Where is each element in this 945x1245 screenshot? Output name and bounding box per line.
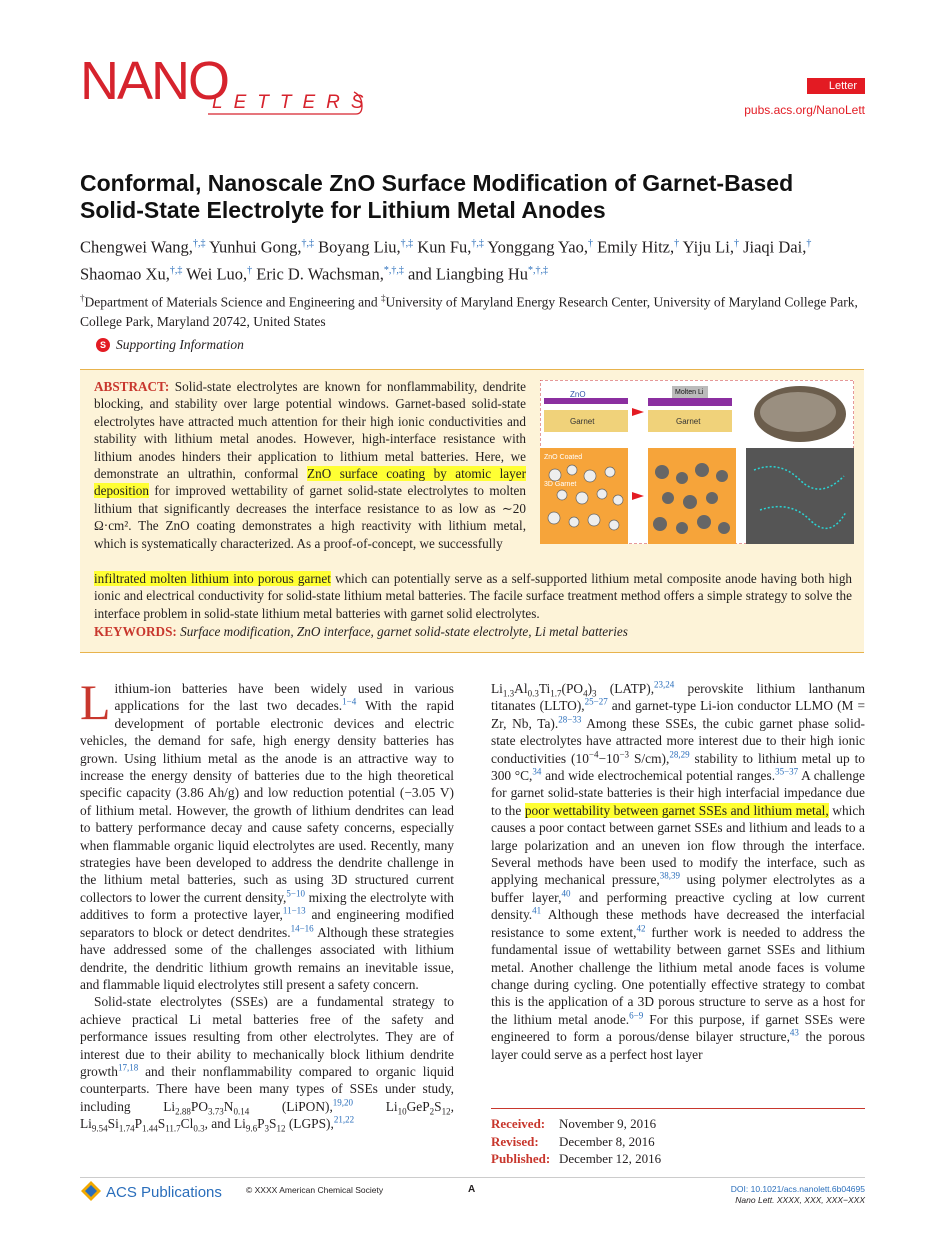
- author-name[interactable]: Chengwei Wang,: [80, 237, 193, 257]
- author-affil-mark: †,‡: [471, 238, 484, 249]
- doi-link[interactable]: DOI: 10.1021/acs.nanolett.6b04695: [730, 1184, 865, 1194]
- body-column-1: Lithium-ion batteries have been widely used in various applications for the last two decades.$^{1-4}$ With the rapid development of portable electronic devices and electric vehicles, the demand for safe, high energy density batteries has grown. Using lithium metal as the anode is an attractive way to increase the energy density of batteries due to the high theoretical specific capacity (3.86 Ah/g) and low reduction potential (−3.05 V) of lithium metal. However, the growth of lithium dendrites can lead to battery performance decay and cause safety concerns, especially when flammable organic liquid electrolytes are used. Recently, many strategies have been developed to address the dendrite challenge in the lithium metal batteries, such as using 3D structured current collectors to lower the current density,$^{5-10}$ mixing the electrolyte with additives to form a protective layer,$^{11-13}$ and engineering modified separators to block or detect dendrites.$^{14-16}$ Although these strategies have addressed some of the challenges associated with lithium dendrite, the dendritic lithium growth remains an inevitable issue, and flammable liquid electrolytes still present a safety concern. Solid-state electrolytes (SSEs) are a fundamental strategy to achieve practical Li metal batteries free of the safety and performance issues resulting from other electrolytes. They are of interest due to their ability to mechanically block lithium dendrite growth$^{17,18}$ and their nonflammability compared to organic liquid counterparts. There have been many types of SSEs under study, including $Li_{2.88}PO_{3.73}N_{0.14}$ (LiPON),$^{19,20}$ $Li_{10}GeP_2S_{12}$, $Li_{9.54}Si_{1.74}P_{1.44}S_{11.7}Cl_{0.3}$, and $Li_{9.6}P_3S_{12}$ (LGPS),$^{21,22}$: [80, 674, 454, 1134]
- author-name[interactable]: Jiaqi Dai,: [743, 237, 807, 257]
- title-line-2: Solid-State Electrolyte for Lithium Metal Anodes: [80, 197, 606, 223]
- ref-link[interactable]: 6−9: [629, 1010, 644, 1021]
- author-name[interactable]: Kun Fu,: [417, 237, 472, 257]
- abstract-p1: Solid-state electrolytes are known for nonflammability, dendrite blocking, and stability over large potential windows. Garnet-based solid-state electrolytes have attracted much attention for their high ionic conductivities and stability with lithium metal anodes. However, high-interface resistance with lithium anodes hinders their application to lithium metal batteries. Here, we demonstrate an ultrathin, conformal: [94, 379, 527, 482]
- toc-3d-garnet-label: 3D Garnet: [544, 481, 577, 488]
- abstract-label: ABSTRACT:: [94, 379, 170, 394]
- journal-url-link[interactable]: pubs.acs.org/NanoLett: [744, 103, 865, 117]
- toc-garnet-label-1: Garnet: [570, 417, 595, 426]
- supporting-info-link[interactable]: [96, 337, 244, 353]
- dropcap: L: [80, 674, 111, 730]
- author-affil-mark: *,†,‡: [383, 264, 404, 276]
- ref-link[interactable]: 17,18: [117, 1062, 139, 1073]
- received-date: November 9, 2016: [559, 1116, 657, 1131]
- abstract-p3: which can potentially serve as a self-supported lithium metal composite anode having both high ionic and electrical conductivity for solid-state lithium metal batteries. The facile surface treatment method offers a simple strategy to solve the interface problem in solid-state lithium metal batteries with garnet solid electrolytes.: [94, 571, 853, 621]
- journal-logo: NANO: [80, 51, 229, 111]
- author-affil-mark: †: [806, 238, 812, 249]
- author-affil-mark: †,‡: [301, 238, 315, 249]
- ref-link[interactable]: 5−10: [286, 888, 305, 899]
- footer-divider: [80, 1177, 865, 1178]
- keywords-label: KEYWORDS:: [94, 624, 177, 639]
- affiliation: [80, 289, 870, 331]
- citation: Nano Lett. XXXX, XXX, XXX−XXX: [735, 1195, 865, 1205]
- ref-link[interactable]: 19,20: [332, 1097, 354, 1108]
- abstract-highlight-2: infiltrated molten lithium into porous garnet: [94, 571, 331, 586]
- received-label: Received:: [491, 1116, 546, 1131]
- ref-link[interactable]: 43: [789, 1027, 799, 1038]
- ref-link[interactable]: 28−33: [558, 714, 582, 725]
- author-name[interactable]: Shaomao Xu,: [80, 264, 170, 283]
- toc-zno-label: ZnO: [570, 390, 586, 399]
- toc-molten-li-label: Molten Li: [675, 389, 704, 396]
- zno-layer: [544, 398, 628, 404]
- author-name[interactable]: Boyang Liu,: [318, 237, 401, 257]
- ref-link[interactable]: 28,29: [669, 749, 690, 760]
- copyright: © XXXX American Chemical Society: [246, 1185, 384, 1195]
- published-label: Published:: [491, 1151, 551, 1166]
- page-number: A: [468, 1184, 476, 1195]
- author-affil-mark: †: [674, 238, 680, 249]
- author-list: [80, 232, 870, 285]
- ref-link[interactable]: 11−13: [282, 905, 306, 916]
- author-affil-mark: †: [733, 238, 739, 249]
- body-column-2: $Li_{1.3}Al_{0.3}Ti_{1.7}(PO_4)_3$ (LATP),$^{23,24}$ perovskite lithium lanthanum titanates (LLTO),$^{25-27}$ and garnet-type Li-ion conductor LLMO (M = Zr, Nb, Ta).$^{28-33}$ Among these SSEs, the cubic garnet phase solid-state electrolytes have attracted more interest due to their high ionic conductivities ($10^{-4}-10^{-3}$ S/cm),$^{28,29}$ stability to lithium metal up to 300 °C,$^{34}$ and wide electrochemical potential ranges.$^{35-37}$ A challenge for garnet solid-state batteries is their high interfacial impedance due to the poor wettability between garnet SSEs and lithium metal, which causes a poor contact between garnet SSEs and lithium and leads to a large polarization and an uneven ion flow through the interface. Several methods have been used to modify the interface, such as applying mechanical pressure,$^{38,39}$ using polymer electrolytes as a buffer layer,$^{40}$ and performing preactive cycling at low current density.$^{41}$ Although these methods have decreased the interfacial resistance to some extent,$^{42}$ further work is needed to address the fundamental issue of wettability between garnet SSEs and lithium metal. Another challenge the lithium metal anode faces is volume change during cycling. One potentially effective strategy to combat this is the application of a 3D porous structure to serve as a host for the lithium metal anode.$^{6-9}$ For this purpose, if garnet SSEs were engineered to form a porous/dense bilayer structure,$^{43}$ the porous layer could serve as a perfect host layer: [491, 679, 865, 1062]
- supporting-info-icon: S: [96, 338, 110, 352]
- author-name[interactable]: Eric D. Wachsman,: [256, 264, 384, 283]
- abstract-p2: for improved wettability of garnet solid-state electrolytes to molten lithium that significantly decreases the interface resistance to as low as ∼20 Ω·cm². The ZnO coating demonstrates a high reactivity with lithium metal, which is systematically characterized. As a proof-of-concept, we successfully: [94, 483, 526, 551]
- zno-layer-2: [648, 398, 732, 406]
- author-affil-mark: †,‡: [169, 264, 183, 276]
- author-name[interactable]: Yonggang Yao,: [487, 237, 588, 257]
- keywords: [94, 624, 854, 640]
- acs-logo-icon: [80, 1180, 102, 1202]
- author-affil-mark: *,†,‡: [528, 264, 549, 276]
- author-affil-mark: †,‡: [192, 238, 206, 249]
- sem-image: [746, 448, 854, 544]
- ref-link[interactable]: 38,39: [659, 871, 681, 881]
- toc-zno-coated-label: ZnO Coated: [544, 454, 583, 461]
- affil-text-1: Department of Materials Science and Engineering and: [84, 294, 382, 310]
- affil-symbol-2: ‡: [381, 293, 386, 303]
- ref-link[interactable]: 40: [561, 888, 571, 899]
- revised-date: December 8, 2016: [559, 1133, 655, 1149]
- keywords-text: Surface modification, ZnO interface, garnet solid-state electrolyte, Li metal batteries: [180, 624, 628, 639]
- article-type-badge: Letter: [807, 78, 865, 94]
- publication-dates: [491, 1108, 865, 1168]
- author-name[interactable]: Wei Luo,: [186, 264, 248, 283]
- author-name[interactable]: and Liangbing Hu: [407, 264, 529, 283]
- revised-label: Revised:: [491, 1133, 539, 1149]
- ref-link[interactable]: 42: [636, 923, 646, 934]
- toc-graphic: [540, 380, 854, 544]
- author-affil-mark: †,‡: [400, 238, 414, 249]
- author-name[interactable]: Yunhui Gong,: [208, 237, 302, 257]
- ref-link[interactable]: 1−4: [342, 696, 357, 707]
- ref-link[interactable]: 41: [532, 905, 542, 916]
- supporting-info-label: Supporting Information: [116, 337, 244, 352]
- ref-link[interactable]: 14−16: [290, 923, 314, 934]
- author-affil-mark: †: [247, 264, 253, 276]
- ref-link[interactable]: 25−27: [584, 696, 608, 707]
- published-date: December 12, 2016: [559, 1151, 662, 1166]
- author-name[interactable]: Yiju Li,: [682, 237, 734, 257]
- ref-link[interactable]: 34: [532, 766, 542, 777]
- article-title: [80, 170, 870, 224]
- abstract-text-cont: [94, 570, 852, 622]
- abstract-text: [94, 378, 526, 552]
- toc-garnet-label-2: Garnet: [676, 417, 701, 426]
- publisher-name: ACS Publications: [106, 1184, 222, 1201]
- ref-link[interactable]: 21,22: [333, 1114, 355, 1125]
- ref-link[interactable]: 35−37: [775, 766, 799, 777]
- acs-publications-logo[interactable]: [80, 1180, 222, 1202]
- abstract-highlight-1: ZnO surface coating by atomic layer deposition: [94, 466, 526, 499]
- ref-link[interactable]: 23,24: [654, 679, 675, 690]
- title-line-1: Conformal, Nanoscale ZnO Surface Modification of Garnet-Based: [80, 170, 794, 196]
- affil-text-2: University of Maryland Energy Research Center, University of Maryland College Park, College Park, Maryland 20742, United States: [80, 294, 858, 329]
- affil-symbol-1: †: [80, 293, 85, 303]
- author-affil-mark: †: [587, 238, 593, 249]
- body-highlight: poor wettability between garnet SSEs and lithium metal,: [524, 802, 829, 818]
- author-name[interactable]: Emily Hitz,: [597, 237, 675, 257]
- journal-logo-sub: LETTERS: [212, 92, 375, 113]
- doi-block: [731, 1184, 865, 1206]
